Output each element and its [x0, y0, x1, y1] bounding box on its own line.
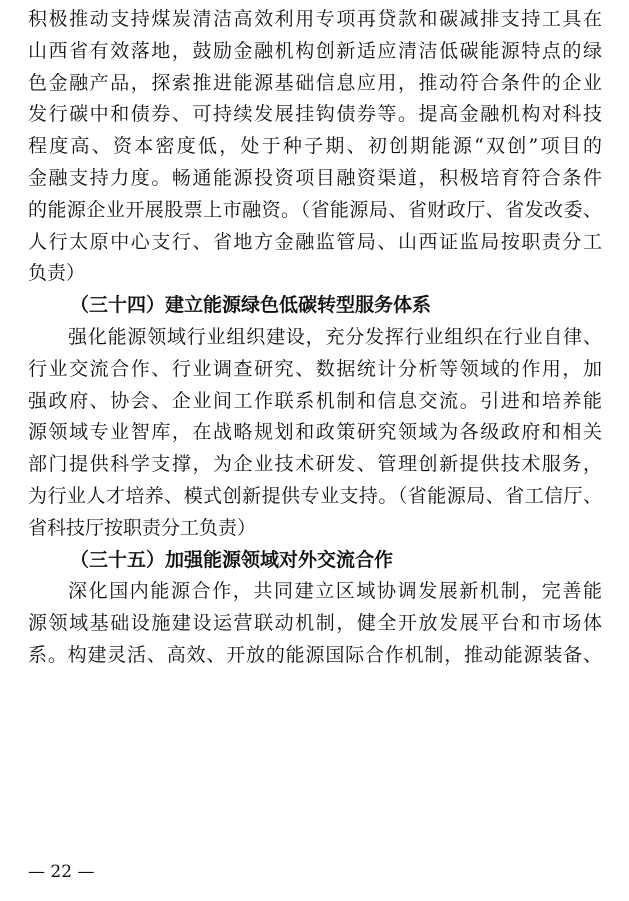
body-text-line: 程度高、资本密度低，处于种子期、初创期能源“双创”项目的 — [28, 135, 602, 158]
section-heading-35: （三十五）加强能源领域对外交流合作 — [70, 548, 394, 571]
body-text-line: 强化能源领域行业组织建设，充分发挥行业组织在行业自律、 — [68, 325, 602, 348]
body-text-line: 行业交流合作、行业调查研究、数据统计分析等领域的作用，加 — [28, 357, 602, 380]
section-heading-34: （三十四）建立能源绿色低碳转型服务体系 — [70, 294, 432, 317]
body-text-line: 深化国内能源合作，共同建立区域协调发展新机制，完善能 — [68, 580, 602, 603]
body-text-line: 色金融产品，探索推进能源基础信息应用，推动符合条件的企业 — [28, 71, 602, 94]
body-text-line: 金融支持力度。畅通能源投资项目融资渠道，积极培育符合条件 — [28, 166, 602, 189]
body-text-line: 系。构建灵活、高效、开放的能源国际合作机制，推动能源装备、 — [28, 643, 602, 666]
body-text-line: 发行碳中和债券、可持续发展挂钩债券等。提高金融机构对科技 — [28, 103, 602, 126]
body-text-line: 山西省有效落地，鼓励金融机构创新适应清洁低碳能源特点的绿 — [28, 39, 602, 62]
body-text-line: 积极推动支持煤炭清洁高效利用专项再贷款和碳减排支持工具在 — [28, 8, 602, 30]
body-text-line: 源领域专业智库，在战略规划和政策研究领域为各级政府和相关 — [28, 421, 602, 444]
body-text-line: 为行业人才培养、模式创新提供专业支持。（省能源局、省工信厅、 — [28, 484, 602, 507]
body-text-line: 源领域基础设施建设运营联动机制，健全开放发展平台和市场体 — [28, 612, 602, 635]
body-text-line: 负责） — [28, 262, 86, 285]
body-text-line: 省科技厅按职责分工负责） — [28, 516, 257, 539]
body-text-line: 人行太原中心支行、省地方金融监管局、山西证监局按职责分工 — [28, 230, 602, 253]
body-text-line: 强政府、协会、企业间工作联系机制和信息交流。引进和培养能 — [28, 389, 602, 412]
body-text-line: 部门提供科学支撑，为企业技术研发、管理创新提供技术服务， — [28, 453, 602, 476]
page-number: — 22 — — [28, 862, 95, 882]
body-text-line: 的能源企业开展股票上市融资。（省能源局、省财政厅、省发改委、 — [28, 198, 602, 221]
page-content — [28, 4, 602, 672]
